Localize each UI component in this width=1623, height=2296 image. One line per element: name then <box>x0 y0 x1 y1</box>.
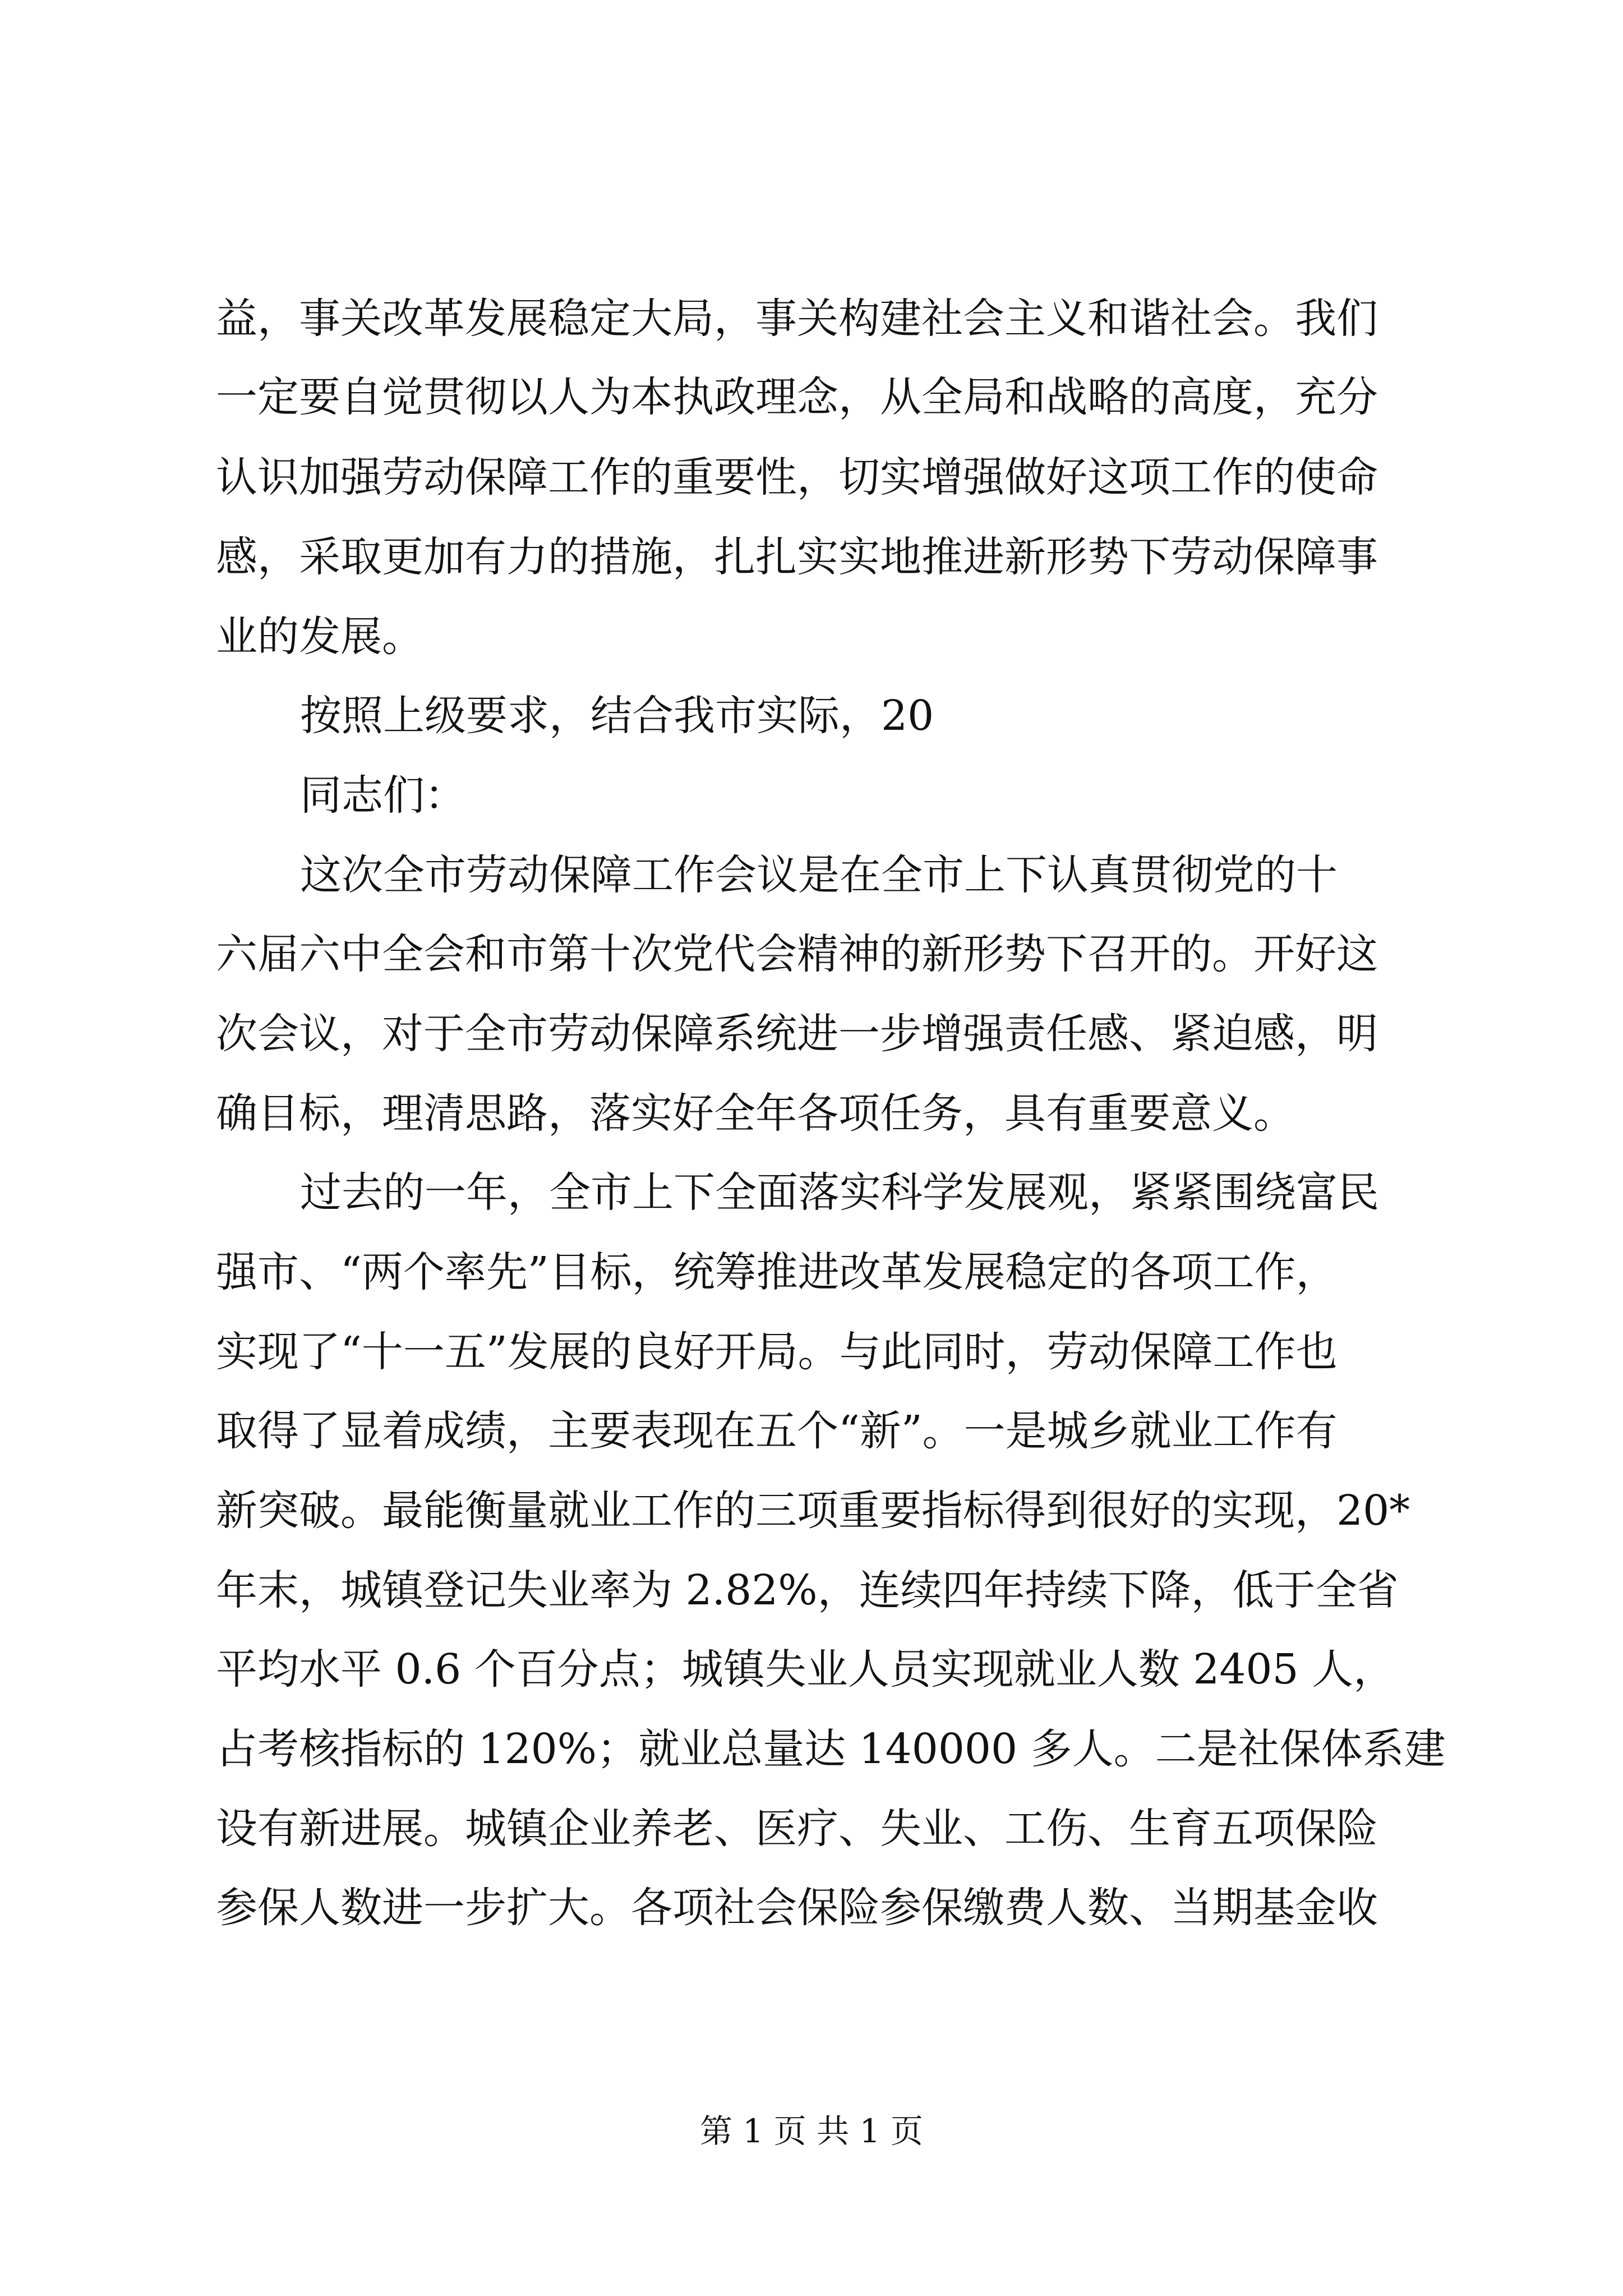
text-line: 益，事关改革发展稳定大局，事关构建社会主义和谐社会。我们 <box>216 295 1378 343</box>
text-line: 占考核指标的 120%；就业总量达 140000 多人。二是社保体系建 <box>216 1725 1446 1773</box>
text-line: 一定要自觉贯彻以人为本执政理念，从全局和战略的高度，充分 <box>216 373 1378 421</box>
text-line: 感，采取更加有力的措施，扎扎实实地推进新形势下劳动保障事 <box>216 533 1378 581</box>
text-line: 过去的一年，全市上下全面落实科学发展观，紧紧围绕富民 <box>300 1168 1379 1217</box>
text-line: 强市、“两个率先”目标，统筹推进改革发展稳定的各项工作， <box>216 1248 1338 1296</box>
text-line: 确目标，理清思路，落实好全年各项任务，具有重要意义。 <box>216 1089 1295 1138</box>
text-line: 业的发展。 <box>216 613 423 661</box>
text-line: 这次全市劳动保障工作会议是在全市上下认真贯彻党的十 <box>300 851 1338 899</box>
text-line: 按照上级要求，结合我市实际，20 <box>300 692 934 740</box>
page-footer: 第 1 页 共 1 页 <box>700 2112 923 2150</box>
text-line: 次会议，对于全市劳动保障系统进一步增强责任感、紧迫感，明 <box>216 1010 1378 1058</box>
text-line: 年末，城镇登记失业率为 2.82%，连续四年持续下降，低于全省 <box>216 1566 1399 1614</box>
text-line: 新突破。最能衡量就业工作的三项重要指标得到很好的实现，20* <box>216 1487 1410 1535</box>
text-line: 同志们： <box>300 771 466 820</box>
text-line: 平均水平 0.6 个百分点；城镇失业人员实现就业人数 2405 人， <box>216 1645 1395 1694</box>
text-line: 实现了“十一五”发展的良好开局。与此同时，劳动保障工作也 <box>216 1328 1338 1376</box>
text-line: 设有新进展。城镇企业养老、医疗、失业、工伤、生育五项保险 <box>216 1805 1378 1853</box>
text-line: 认识加强劳动保障工作的重要性，切实增强做好这项工作的使命 <box>216 453 1378 501</box>
text-line: 参保人数进一步扩大。各项社会保险参保缴费人数、当期基金收 <box>216 1884 1378 1932</box>
text-line: 取得了显着成绩，主要表现在五个“新”。一是城乡就业工作有 <box>216 1407 1338 1455</box>
text-line: 六届六中全会和市第十次党代会精神的新形势下召开的。开好这 <box>216 930 1378 978</box>
